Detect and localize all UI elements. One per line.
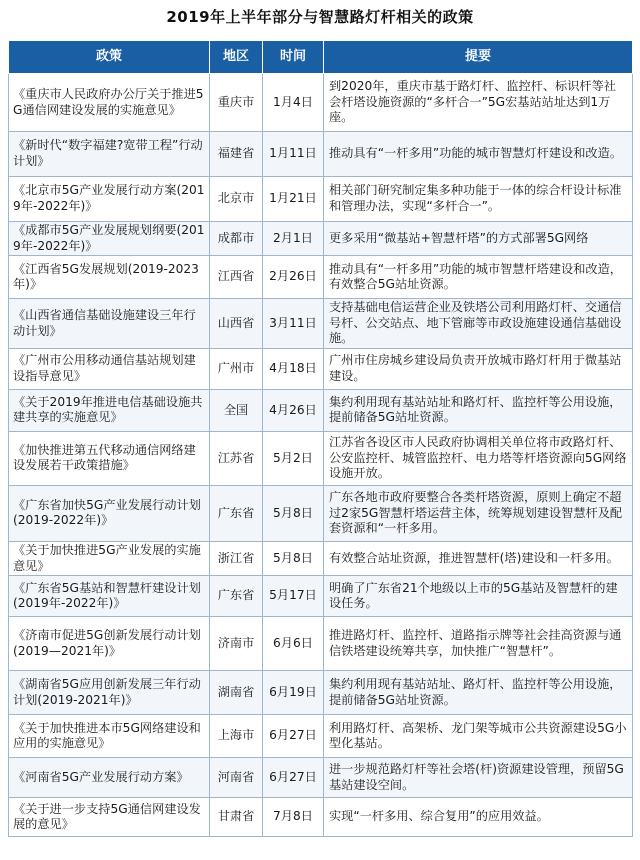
column-header-time: 时间	[263, 41, 324, 74]
summary-cell: 推动具有“一杆多用”功能的城市智慧杆塔建设和改造，有效整合5G站址资源。	[324, 256, 633, 299]
summary-cell: 实现“一杆多用、综合复用”的应用效益。	[324, 798, 633, 837]
region-cell: 江苏省	[210, 431, 263, 485]
time-cell: 1月11日	[263, 132, 324, 177]
table-row	[9, 758, 633, 798]
policy-cell: 《成都市5G产业发展规划纲要(2019年-2022年)》	[9, 222, 210, 256]
region-cell: 成都市	[210, 222, 263, 256]
table-row	[9, 389, 633, 431]
table-row	[9, 177, 633, 222]
summary-cell: 明确了广东省21个地级以上市的5G基站及智慧杆的建设任务。	[324, 576, 633, 617]
summary-cell: 支持基础电信运营企业及铁塔公司利用路灯杆、交通信号杆、公交站点、地下管廊等市政设施建设通信基础设施。	[324, 299, 633, 349]
time-cell: 7月8日	[263, 798, 324, 837]
summary-cell: 相关部门研究制定集多种功能于一体的综合杆设计标准和管理办法，实现“多杆合一”。	[324, 177, 633, 222]
region-cell: 广东省	[210, 485, 263, 541]
table-row	[9, 485, 633, 541]
summary-cell: 更多采用“微基站+智慧杆塔”的方式部署5G网络	[324, 222, 633, 256]
policy-cell: 《山西省通信基础设施建设三年行动计划》	[9, 299, 210, 349]
time-cell: 5月8日	[263, 541, 324, 575]
policy-cell: 《重庆市人民政府办公厅关于推进5G通信网建设发展的实施意见》	[9, 74, 210, 132]
summary-cell: 利用路灯杆、高架桥、龙门架等城市公共资源建设5G小型化基站。	[324, 715, 633, 758]
time-cell: 4月26日	[263, 389, 324, 431]
policy-cell: 《关于进一步支持5G通信网建设发展的意见》	[9, 798, 210, 837]
region-cell: 重庆市	[210, 74, 263, 132]
table-row	[9, 431, 633, 485]
region-cell: 广东省	[210, 576, 263, 617]
region-cell: 河南省	[210, 758, 263, 798]
region-cell: 全国	[210, 389, 263, 431]
policy-cell: 《北京市5G产业发展行动方案(2019年-2022年)》	[9, 177, 210, 222]
time-cell: 2月1日	[263, 222, 324, 256]
time-cell: 5月17日	[263, 576, 324, 617]
summary-cell: 广东各地市政府要整合各类杆塔资源，原则上确定不超过2家5G智慧杆塔运营主体，统筹规划建设智慧杆及配套资源和“一杆多用。	[324, 485, 633, 541]
column-header-summary: 提要	[324, 41, 633, 74]
policy-cell: 《关于加快推进本市5G网络建设和应用的实施意见》	[9, 715, 210, 758]
summary-cell: 进一步规范路灯杆等社会塔(杆)资源建设管理，预留5G基站建设空间。	[324, 758, 633, 798]
time-cell: 6月27日	[263, 758, 324, 798]
policy-cell: 《广州市公用移动通信基站规划建设指导意见》	[9, 348, 210, 389]
region-cell: 福建省	[210, 132, 263, 177]
column-header-region: 地区	[210, 41, 263, 74]
summary-cell: 集约利用现有基站站址和路灯杆、监控杆等公用设施，提前储备5G站址资源。	[324, 389, 633, 431]
policy-cell: 《湖南省5G应用创新发展三年行动计划(2019-2021年)》	[9, 671, 210, 715]
summary-cell: 到2020年，重庆市基于路灯杆、监控杆、标识杆等社会杆塔设施资源的“多杆合一”5G宏基站站址达到1万座。	[324, 74, 633, 132]
region-cell: 上海市	[210, 715, 263, 758]
region-cell: 浙江省	[210, 541, 263, 575]
table-row	[9, 671, 633, 715]
region-cell: 湖南省	[210, 671, 263, 715]
table-row	[9, 256, 633, 299]
time-cell: 1月4日	[263, 74, 324, 132]
table-row	[9, 348, 633, 389]
region-cell: 北京市	[210, 177, 263, 222]
summary-cell: 集约利用现有基站站址、路灯杆、监控杆等公用设施，提前储备5G站址资源。	[324, 671, 633, 715]
time-cell: 6月19日	[263, 671, 324, 715]
policy-table	[8, 40, 633, 837]
summary-cell: 推动具有“一杆多用”功能的城市智慧灯杆建设和改造。	[324, 132, 633, 177]
table-body	[9, 74, 633, 837]
policy-cell: 《关于2019年推进电信基础设施共建共享的实施意见》	[9, 389, 210, 431]
table-row	[9, 576, 633, 617]
policy-cell: 《加快推进第五代移动通信网络建设发展若干政策措施》	[9, 431, 210, 485]
summary-cell: 广州市住房城乡建设局负责开放城市路灯杆用于微基站建设。	[324, 348, 633, 389]
page-title: 2019年上半年部分与智慧路灯杆相关的政策	[166, 8, 474, 26]
time-cell: 6月6日	[263, 617, 324, 671]
summary-cell: 有效整合站址资源，推进智慧杆(塔)建设和一杆多用。	[324, 541, 633, 575]
table-header-row	[9, 41, 633, 74]
policy-cell: 《河南省5G产业发展行动方案》	[9, 758, 210, 798]
table-row	[9, 74, 633, 132]
time-cell: 3月11日	[263, 299, 324, 349]
table-row	[9, 617, 633, 671]
column-header-policy: 政策	[9, 41, 210, 74]
table-row	[9, 132, 633, 177]
table-row	[9, 715, 633, 758]
region-cell: 山西省	[210, 299, 263, 349]
region-cell: 济南市	[210, 617, 263, 671]
time-cell: 4月18日	[263, 348, 324, 389]
policy-cell: 《江西省5G发展规划(2019-2023年)》	[9, 256, 210, 299]
table-row	[9, 541, 633, 575]
region-cell: 广州市	[210, 348, 263, 389]
policy-cell: 《关于加快推进5G产业发展的实施意见》	[9, 541, 210, 575]
time-cell: 5月2日	[263, 431, 324, 485]
policy-cell: 《广东省加快5G产业发展行动计划(2019-2022年)》	[9, 485, 210, 541]
policy-cell: 《济南市促进5G创新发展行动计划(2019—2021年)》	[9, 617, 210, 671]
policy-cell: 《新时代“数字福建?宽带工程”行动计划》	[9, 132, 210, 177]
region-cell: 甘肃省	[210, 798, 263, 837]
table-row	[9, 798, 633, 837]
time-cell: 1月21日	[263, 177, 324, 222]
time-cell: 5月8日	[263, 485, 324, 541]
summary-cell: 江苏省各设区市人民政府协调相关单位将市政路灯杆、公安监控杆、城管监控杆、电力塔等杆塔资源向5G网络设施开放。	[324, 431, 633, 485]
table-row	[9, 222, 633, 256]
time-cell: 6月27日	[263, 715, 324, 758]
region-cell: 江西省	[210, 256, 263, 299]
time-cell: 2月26日	[263, 256, 324, 299]
summary-cell: 推进路灯杆、监控杆、道路指示牌等社会挂高资源与通信铁塔建设统筹共享，加快推广“智慧杆”。	[324, 617, 633, 671]
table-row	[9, 299, 633, 349]
policy-cell: 《广东省5G基站和智慧杆建设计划(2019年-2022年)》	[9, 576, 210, 617]
